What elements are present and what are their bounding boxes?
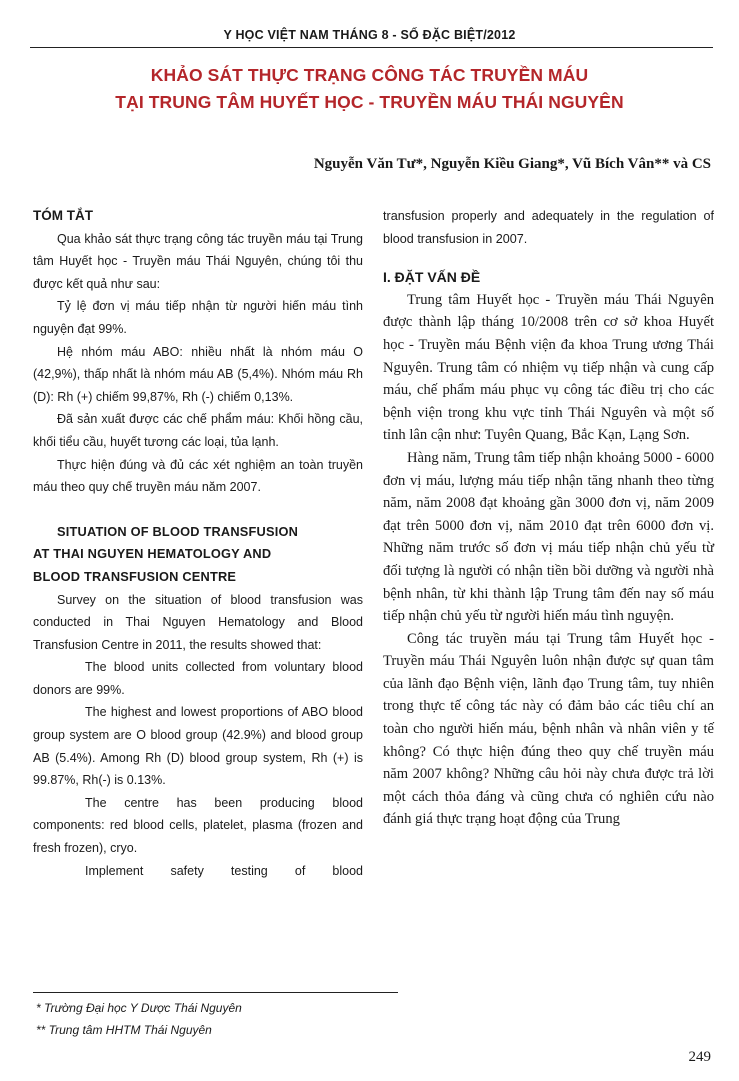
abstract-en-title-line: AT THAI NGUYEN HEMATOLOGY AND [33,546,272,562]
left-column [33,205,363,882]
title-line-2: TẠI TRUNG TÂM HUYẾT HỌC - TRUYỀN MÁU THÁI NGUYÊN [115,92,624,112]
abstract-en-title-line: BLOOD TRANSFUSION CENTRE [33,568,237,584]
abstract-vi-paragraph: Hệ nhóm máu ABO: nhiều nhất là nhóm máu O (42,9%), thấp nhất là nhóm máu AB (5,4%). Nhóm máu Rh (D): Rh (+) chiếm 99,87%, Rh (-) chiếm 0,13%. [33,344,363,404]
footnote: ** Trung tâm HHTM Thái Nguyên [36,1023,212,1037]
abstract-en-paragraph: Survey on the situation of blood transfusion was conducted in Thai Nguyen Hematology and Blood Transfusion Centre in 2011, the results showed that: [33,592,363,652]
section-heading: I. ĐẶT VẤN ĐỀ [383,269,481,286]
abstract-vi-paragraph: Qua khảo sát thực trạng công tác truyền máu tại Trung tâm Huyết học - Truyền máu Thái Nguyên, chúng tôi thu được kết quả như sau: [33,231,363,291]
journal-header: Y HỌC VIỆT NAM THÁNG 8 - SỐ ĐẶC BIỆT/2012 [223,28,516,42]
abstract-en-paragraph: The blood units collected from voluntary blood donors are 99%. [33,660,363,697]
title-line-1: KHẢO SÁT THỰC TRẠNG CÔNG TÁC TRUYỀN MÁU [150,65,589,85]
page-number: 249 [688,1049,711,1065]
authors: Nguyễn Văn Tư*, Nguyễn Kiều Giang*, Vũ Bích Vân** và CS [313,156,711,172]
body-paragraph: Hàng năm, Trung tâm tiếp nhận khoảng 5000 - 6000 đơn vị máu, lượng máu tiếp nhận tăng nhanh theo từng năm, năm 2008 đạt khoảng gần 3000 đơn vị, năm 2009 đạt trên 5000 đơn vị, năm 2010 đạt trên 6000 đơn vị. Những năm trước số đơn vị máu tiếp nhận chủ yếu từ đối tượng là người có nhận tiền bồi dưỡng và người nhà bệnh nhân, từ khi thành lập Trung tâm đến nay số máu tiếp nhận chủ yếu từ người hiến máu tình nguyện. [383,449,714,625]
abstract-en-continuation: transfusion properly and adequately in the regulation of blood transfusion in 2007. [383,209,714,246]
abstract-en-title [33,521,363,589]
footnote: * Trường Đại học Y Dược Thái Nguyên [36,1001,242,1015]
abstract-vi-paragraph: Thực hiện đúng và đủ các xét nghiệm an toàn truyền máu theo quy chế truyền máu năm 2007. [33,457,363,495]
abstract-en-title-line: SITUATION OF BLOOD TRANSFUSION [57,523,299,539]
right-column [383,205,714,831]
body-paragraph: Trung tâm Huyết học - Truyền máu Thái Nguyên được thành lập tháng 10/2008 trên cơ sở khoa Huyết học - Truyền máu Bệnh viện đa khoa Trung ương Thái Nguyên. Trung tâm có nhiệm vụ tiếp nhận và cung cấp máu, chế phẩm máu phục vụ công tác điều trị cho các bệnh viện trong khu vực tỉnh Thái Nguyên và một số tỉnh lân cận như: Tuyên Quang, Bắc Kạn, Lạng Sơn. [383,291,714,444]
abstract-en-paragraph: Implement safety testing of blood [85,863,363,878]
article-title [30,62,709,116]
body-paragraph: Công tác truyền máu tại Trung tâm Huyết học - Truyền máu Thái Nguyên luôn nhận được sự quan tâm của lãnh đạo Bệnh viện, lãnh đạo Trung tâm, tuy nhiên trong thực tế công tác này có đảm bảo các tiêu chí an toàn cho người hiến máu, bệnh nhân và nhân viên y tế không? Có thực hiện đúng theo quy chế truyền máu năm 2007 không? Những câu hỏi này chưa được trả lời một cách thỏa đáng và cũng chưa có nghiên cứu nào đánh giá thực trạng hoạt động của Trung [383,630,714,828]
abstract-vi-paragraph: Tỷ lệ đơn vị máu tiếp nhận từ người hiến máu tình nguyện đạt 99%. [33,299,363,336]
footnote-rule [33,992,398,993]
abstract-vi-heading: TÓM TẮT [33,208,93,223]
abstract-en-paragraph: The centre has been producing blood components: red blood cells, platelet, plasma (frozen and fresh frozen), cryo. [33,795,363,856]
footnotes [36,997,242,1041]
abstract-vi-paragraph: Đã sản xuất được các chế phẩm máu: Khối hồng cầu, khối tiểu cầu, huyết tương các loại, tủa lạnh. [33,412,363,449]
header-rule [30,47,713,48]
abstract-en-paragraph: The highest and lowest proportions of ABO blood group system are O blood group (42.9%) and blood group AB (5.4%). Among Rh (D) blood group system, Rh (+) is 99.87%, Rh(-) is 0.13%. [33,705,363,788]
